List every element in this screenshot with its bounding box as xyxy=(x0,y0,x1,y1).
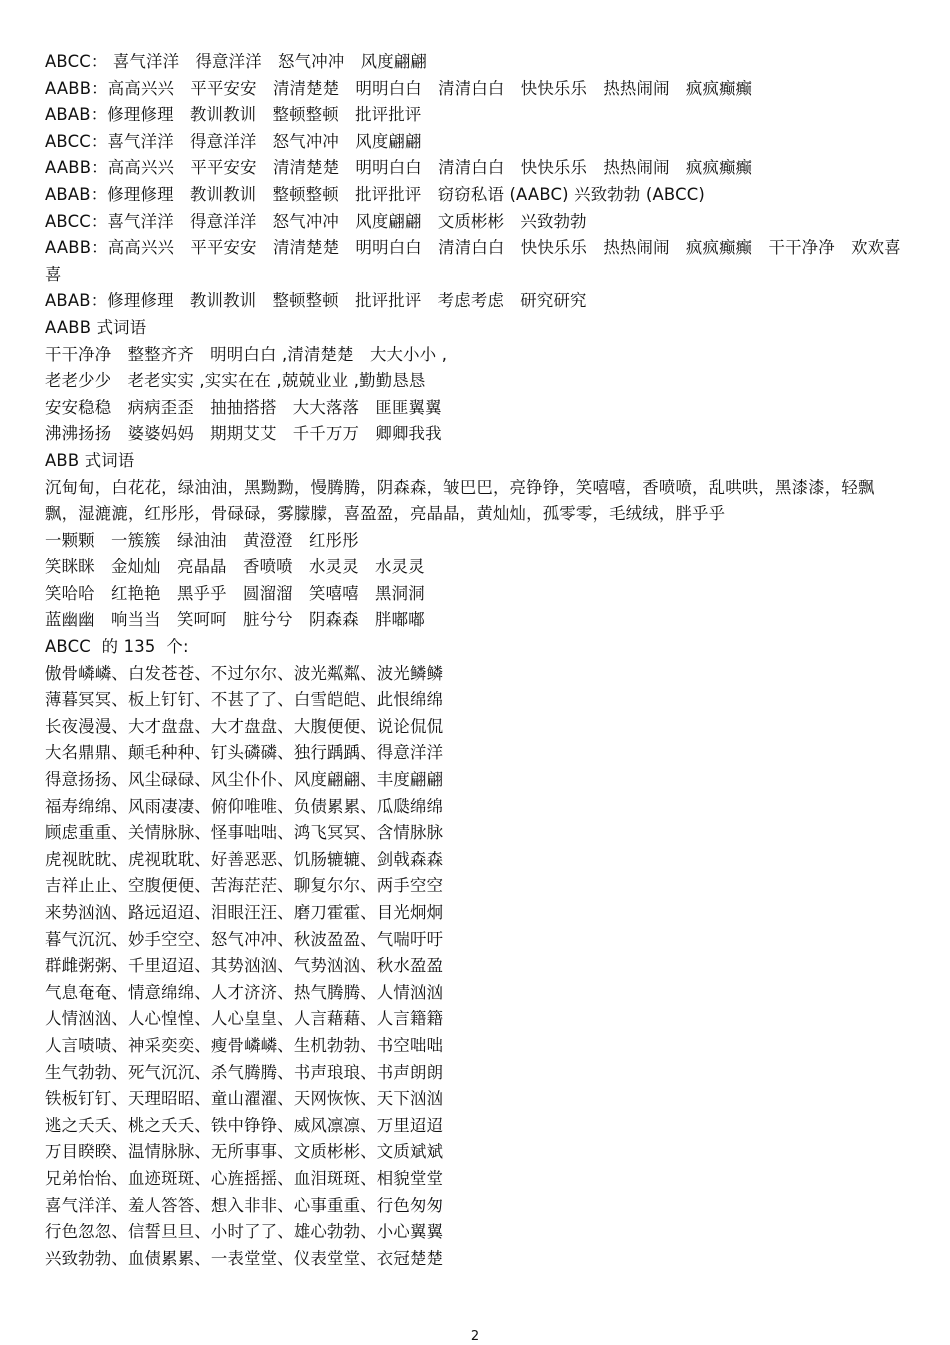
text-line: 老老少少 老老实实 ,实实在在 ,兢兢业业 ,勤勤恳恳 xyxy=(45,371,426,391)
text-line: 长夜漫漫、大才盘盘、大才盘盘、大腹便便、说论侃侃 xyxy=(45,716,444,736)
text-line: 人言啧啧、神采奕奕、瘦骨嶙嶙、生机勃勃、书空咄咄 xyxy=(45,1035,444,1055)
document-body xyxy=(45,49,907,1272)
text-line: 薄暮冥冥、板上钉钉、不甚了了、白雪皑皑、此恨绵绵 xyxy=(45,690,444,710)
text-line: 吉祥止止、空腹便便、苦海茫茫、聊复尔尔、两手空空 xyxy=(45,876,444,896)
text-line: 得意扬扬、风尘碌碌、风尘仆仆、风度翩翩、丰度翩翩 xyxy=(45,770,444,790)
text-line: 傲骨嶙嶙、白发苍苍、不过尔尔、波光粼粼、波光鳞鳞 xyxy=(45,663,444,683)
text-line: 万目睽睽、温情脉脉、无所事事、文质彬彬、文质斌斌 xyxy=(45,1142,444,1162)
text-line: 生气勃勃、死气沉沉、杀气腾腾、书声琅琅、书声朗朗 xyxy=(45,1062,444,1082)
section-heading: ABCC 的 135 个: xyxy=(45,637,189,657)
text-line: 顾虑重重、关情脉脉、怪事咄咄、鸿飞冥冥、含情脉脉 xyxy=(45,823,444,843)
text-line: 笑眯眯 金灿灿 亮晶晶 香喷喷 水灵灵 水灵灵 xyxy=(45,557,425,577)
text-line: 暮气沉沉、妙手空空、怒气冲冲、秋波盈盈、气喘吁吁 xyxy=(45,929,444,949)
text-line: 大名鼎鼎、颠毛种种、钉头磷磷、独行踽踽、得意洋洋 xyxy=(45,743,444,763)
text-line: 一颗颗 一簇簇 绿油油 黄澄澄 红彤彤 xyxy=(45,530,359,550)
text-line: 虎视眈眈、虎视耽耽、好善恶恶、饥肠辘辘、剑戟森森 xyxy=(45,849,444,869)
text-line: 铁板钉钉、天理昭昭、童山濯濯、天网恢恢、天下汹汹 xyxy=(45,1089,444,1109)
text-line: ABCC：喜气洋洋 得意洋洋 怒气冲冲 风度翩翩 xyxy=(45,131,422,151)
text-line: 干干净净 整整齐齐 明明白白 ,清清楚楚 大大小小 , xyxy=(45,344,448,364)
text-line: 兄弟怡怡、血迹斑斑、心旌摇摇、血泪斑斑、相貌堂堂 xyxy=(45,1168,444,1188)
text-line: ABCC： 喜气洋洋 得意洋洋 怒气冲冲 风度翩翩 xyxy=(45,52,427,71)
text-line: 兴致勃勃、血债累累、一表堂堂、仪表堂堂、衣冠楚楚 xyxy=(45,1248,444,1268)
text-line: ABAB：修理修理 教训教训 整顿整顿 批评批评 窃窃私语 (AABC) 兴致勃勃 (ABCC) xyxy=(45,184,705,204)
text-line: AABB：高高兴兴 平平安安 清清楚楚 明明白白 清清白白 快快乐乐 热热闹闹 疯疯癫癫 干干净净 欢欢喜喜 xyxy=(45,238,901,284)
text-line: 人情汹汹、人心惶惶、人心皇皇、人言藉藉、人言籍籍 xyxy=(45,1009,444,1029)
text-line: ABCC：喜气洋洋 得意洋洋 怒气冲冲 风度翩翩 文质彬彬 兴致勃勃 xyxy=(45,211,587,231)
text-line: 逃之夭夭、桃之夭夭、铁中铮铮、威风凛凛、万里迢迢 xyxy=(45,1115,444,1135)
text-line: 沉甸甸，白花花，绿油油，黑黝黝，慢腾腾，阴森森，皱巴巴，亮铮铮，笑嘻嘻，香喷喷，乱哄哄，黑漆漆，轻飘飘，湿漉漉，红彤彤，骨碌碌，雾朦朦，喜盈盈，亮晶晶，黄灿灿，孤零零，毛绒绒，胖乎乎 xyxy=(45,477,875,524)
page-number: 2 xyxy=(470,1329,480,1344)
text-line: 群雌粥粥、千里迢迢、其势汹汹、气势汹汹、秋水盈盈 xyxy=(45,956,444,976)
text-line: 沸沸扬扬 婆婆妈妈 期期艾艾 千千万万 卿卿我我 xyxy=(45,424,442,444)
text-line: 来势汹汹、路远迢迢、泪眼汪汪、磨刀霍霍、目光炯炯 xyxy=(45,903,444,922)
section-heading: ABB 式词语 xyxy=(45,450,135,470)
text-line: 蓝幽幽 响当当 笑呵呵 脏兮兮 阴森森 胖嘟嘟 xyxy=(45,610,425,630)
text-line: 安安稳稳 病病歪歪 抽抽搭搭 大大落落 匪匪翼翼 xyxy=(45,397,442,417)
text-line: AABB：高高兴兴 平平安安 清清楚楚 明明白白 清清白白 快快乐乐 热热闹闹 疯疯癫癫 xyxy=(45,78,753,98)
text-line: ABAB：修理修理 教训教训 整顿整顿 批评批评 考虑考虑 研究研究 xyxy=(45,291,587,311)
section-heading: AABB 式词语 xyxy=(45,317,147,337)
text-line: 行色忽忽、信誓旦旦、小时了了、雄心勃勃、小心翼翼 xyxy=(45,1222,444,1242)
text-line: 福寿绵绵、风雨凄凄、俯仰唯唯、负债累累、瓜瓞绵绵 xyxy=(45,796,444,816)
text-line: 喜气洋洋、羞人答答、想入非非、心事重重、行色匆匆 xyxy=(45,1195,444,1215)
text-line: 气息奄奄、情意绵绵、人才济济、热气腾腾、人情汹汹 xyxy=(45,982,444,1002)
text-line: 笑哈哈 红艳艳 黑乎乎 圆溜溜 笑嘻嘻 黑洞洞 xyxy=(45,583,425,603)
text-line: AABB：高高兴兴 平平安安 清清楚楚 明明白白 清清白白 快快乐乐 热热闹闹 疯疯癫癫 xyxy=(45,158,753,178)
text-line: ABAB：修理修理 教训教训 整顿整顿 批评批评 xyxy=(45,105,422,125)
